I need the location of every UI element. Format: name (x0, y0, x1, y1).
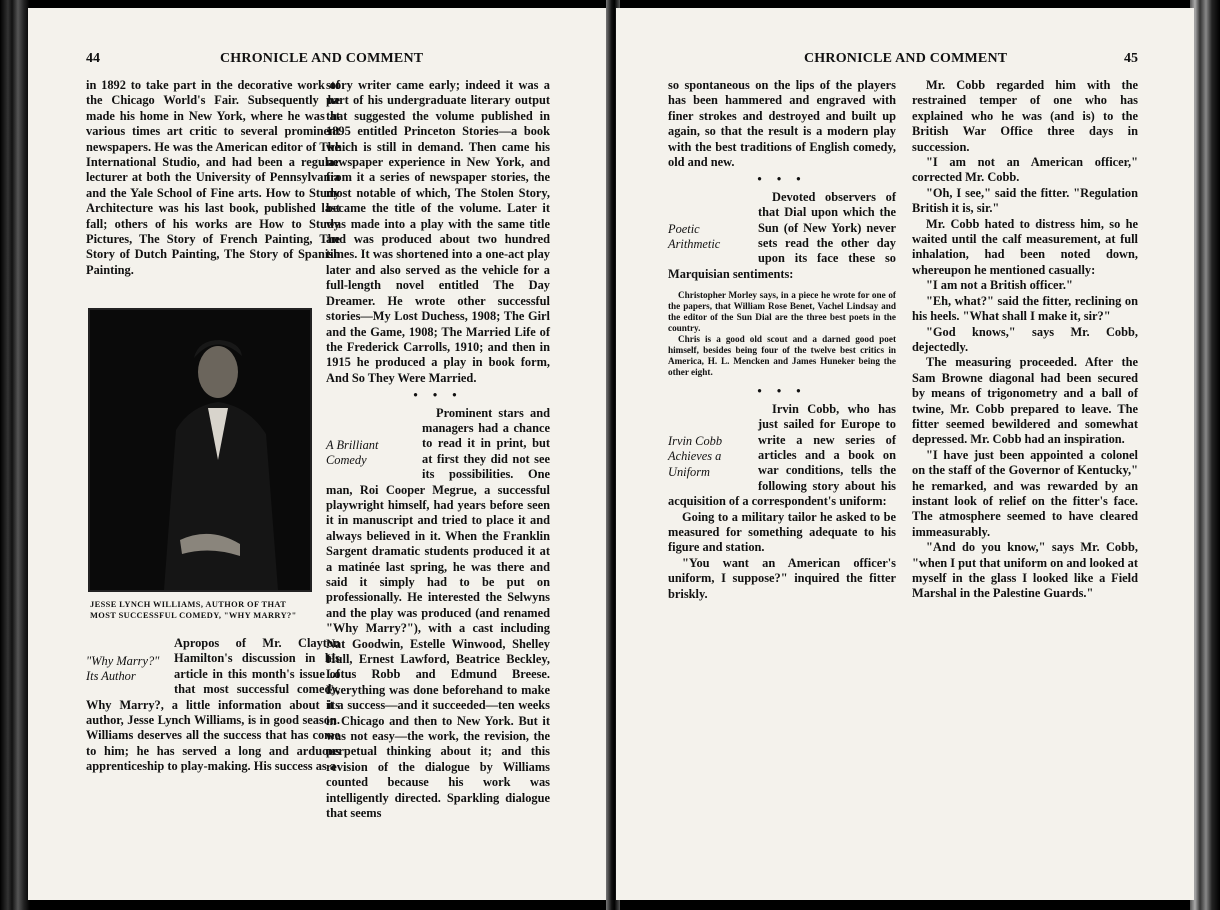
quoted-item: Christopher Morley says, in a piece he wrote for one of the papers, that William Rose Benet, Vachel Lindsay and the editor of the Sun Dial are the three best poets in the country. (668, 290, 896, 334)
sidenote-irvin-cobb: Irvin Cobb Achieves a Uniform (668, 433, 723, 479)
left-column-2 (326, 78, 550, 822)
article-text: Prominent stars and managers had a chance to read it in print, but at first they did not see its possibilities. One man, Roi Cooper Megrue, a successful playwright himself, had years before seen it in manuscript and tried to place it and always believed in it. When the Franklin Sargent dramatic students produced it at a matinée last spring, he was there and said it simply had to be put on professionally. He interested the Selwyns and the play was produced (and renamed "Why Marry?"), with a cast including Nat Goodwin, Estelle Winwood, Shelley Hull, Ernest Lawford, Beatrice Beckley, Lotus Robb and Edmund Breese. Everything was done beforehand to make it a success—and it succeeded—ten weeks in Chicago and then to New York. But it was not easy—the work, the revision, the perpetual thinking about it; and this revision of the dialogue by Williams counted because his work was intelligently directed. Sparkling dialogue that seems (326, 405, 550, 821)
left-column-1-bottom (86, 636, 340, 775)
running-head: CHRONICLE AND COMMENT (220, 51, 424, 66)
article-text: "Oh, I see," said the fitter. "Regulation British it is, sir." (912, 185, 1138, 216)
portrait-illustration (90, 310, 310, 590)
article-text: Devoted observers of that Dial upon which the Sun (of New York) never sets read the other day upon its face these so Marquisian sentiments: (668, 189, 896, 281)
article-text: Mr. Cobb hated to distress him, so he waited until the calf measurement, at full inhalation, had been noted down, whereupon he mentioned casually: (912, 216, 1138, 277)
article-text: in 1892 to take part in the decorative work of the Chicago World's Fair. Subsequently he made his home in New York, where he was at various times art critic to several prominent newspapers. He was the American editor of The International Studio, and had been a regular lecturer at both the University of Pennsylvania and the Yale School of Fine arts. How to Study Architecture was his last book, published last fall; others of his works are How to Study Pictures, The Story of French Painting, The Story of Dutch Painting, The Story of Spanish Painting. (86, 78, 340, 277)
right-page (616, 8, 1194, 900)
right-book-edge (1190, 0, 1220, 910)
article-text: Irvin Cobb, who has just sailed for Europe to write a new series of articles and a book on war conditions, tells the following story about his acquisition of a correspondent's uniform: (668, 401, 896, 509)
left-book-edge (0, 0, 30, 910)
article-text: Going to a military tailor he asked to be measured for something adequate to his figure and station. (668, 509, 896, 555)
article-text: "Eh, what?" said the fitter, reclining on his heels. "What shall I make it, sir?" (912, 293, 1138, 324)
section-divider: • • • (757, 172, 807, 187)
sidenote-why-marry: "Why Marry?" Its Author (86, 654, 160, 684)
article-text: story writer came early; indeed it was a part of his undergraduate literary output that suggested the volume published in 1895 entitled Princeton Stories—a book which is still in demand. Then came his newspaper experience in New York, and from it a series of newspaper stories, the most notable of which, The Stolen Story, became the title of the volume. Later it was made into a play with the same title and was produced about two hundred times. It was shortened into a one-act play later and also served as the vehicle for a full-length novel entitled The Day Dreamer. He wrote other successful stories—My Lost Duchess, 1908; The Girl and the Game, 1908; The Married Life of the Frederick Carrolls, 1910; and then in 1915 he produced a play in book form, And So They Were Married. (326, 78, 550, 385)
photo-caption: JESSE LYNCH WILLIAMS, AUTHOR OF THAT MOST SUCCESSFUL COMEDY, "WHY MARRY?" (90, 600, 297, 620)
right-column-1 (668, 78, 896, 602)
quoted-item: Chris is a good old scout and a darned good poet himself, besides being four of the twelve best critics in America, H. L. Mencken and James Huneker being the other eight. (668, 334, 896, 378)
section-divider: • • • (413, 388, 463, 403)
left-page (28, 8, 610, 900)
article-text: "And do you know," says Mr. Cobb, "when I put that uniform on and looked at myself in the glass I looked like a Field Marshal in the Palestine Guards." (912, 540, 1138, 601)
sidenote-brilliant-comedy: A Brilliant Comedy (326, 437, 379, 467)
right-column-2 (912, 78, 1138, 602)
article-text: "You want an American officer's uniform, I suppose?" inquired the fitter briskly. (668, 555, 896, 601)
page-number: 45 (1124, 51, 1138, 66)
article-text: "I am not a British officer." (926, 278, 1073, 293)
article-text: "God knows," says Mr. Cobb, dejectedly. (912, 324, 1138, 354)
article-text: "I have just been appointed a colonel on the staff of the Governor of Kentucky," he remarked, and was rewarded by an instant look of relief on the fitter's face. The atmosphere seemed to have cleared immeasurably. (912, 447, 1138, 539)
article-text: The measuring proceeded. After the Sam Browne diagonal had been secured by means of trigonometry and a ball of twine, Mr. Cobb prepared to leave. The fitter seemed bewildered and somewhat depressed. Mr. Cobb had an inspiration. (912, 355, 1138, 447)
article-text: so spontaneous on the lips of the players has been hammered and engraved with finer strokes and destroyed and built up again, so that the result is a modern play with the best traditions of English comedy, old and new. (668, 78, 896, 170)
running-head: CHRONICLE AND COMMENT (804, 51, 1008, 66)
section-divider: • • • (757, 384, 807, 399)
article-text: Mr. Cobb regarded him with the restrained temper of one who has explained who he was (and is) to the British War Office three days in succession. (912, 78, 1138, 154)
left-column-1-top (86, 78, 340, 278)
page-number: 44 (86, 51, 100, 66)
article-text: "I am not an American officer," corrected Mr. Cobb. (912, 155, 1138, 185)
author-photo (88, 308, 312, 592)
sidenote-poetic-arithmetic: Poetic Arithmetic (668, 221, 721, 252)
article-text: Apropos of Mr. Clayton Hamilton's discussion in his article in this month's issue of that most successful comedy, Why Marry?, a little information about its author, Jesse Lynch Williams, is in good season. Williams deserves all the success that has come to him; he has served a long and arduous apprenticeship to play-making. His success as a (86, 636, 340, 774)
